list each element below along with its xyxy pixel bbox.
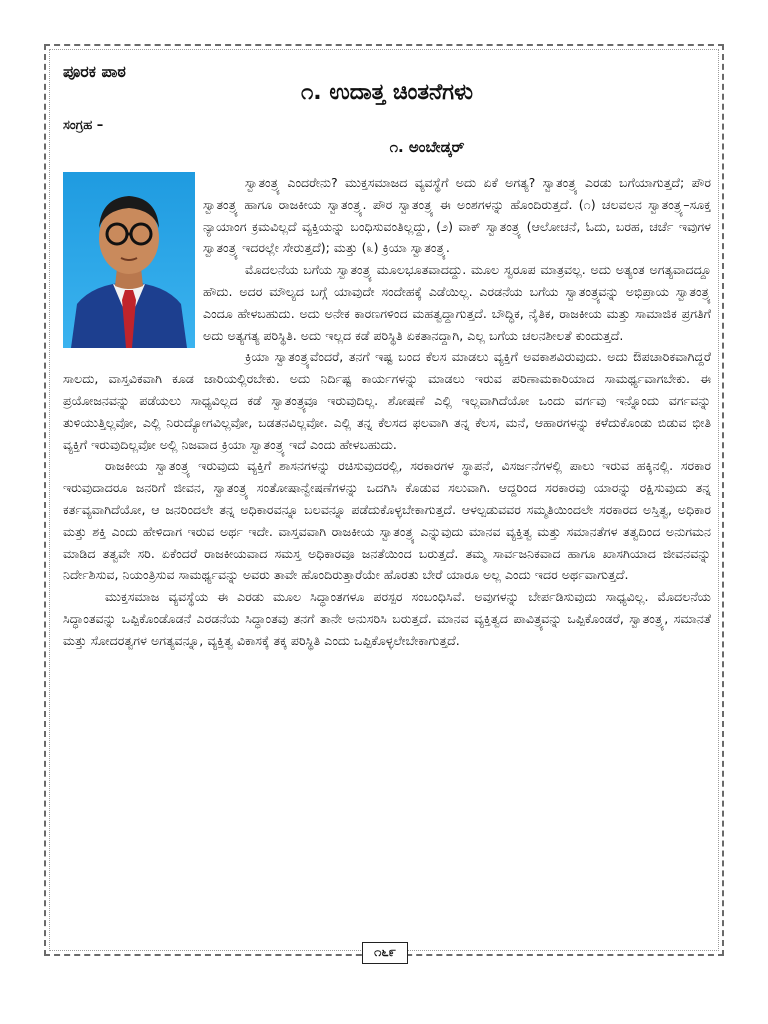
compiled-label: ಸಂಗ್ರಹ – bbox=[63, 118, 104, 133]
paragraph: ಕ್ರಿಯಾ ಸ್ವಾತಂತ್ರ್ಯವೆಂದರೆ, ತನಗೆ ಇಷ್ಟ ಬಂದ ಕೆಲಸ ಮಾಡಲು ವ್ಯಕ್ತಿಗೆ ಅವಕಾಶವಿರುವುದು. ಅದು ಔಪಚಾರಿಕವಾಗಿದ್ದರೆ ಸಾಲದು, ವಾಸ್ತವಿಕವಾಗಿ ಕೂಡ ಜಾರಿಯಲ್ಲಿರಬೇಕು. ಅದು ನಿರ್ದಿಷ್ಟ ಕಾರ್ಯಗಳನ್ನು ಮಾಡಲು ಇರುವ ಪರಿಣಾಮಕಾರಿಯಾದ ಸಾಮರ್ಥ್ಯವಾಗಬೇಕು. ಈ ಪ್ರಯೋಜನವನ್ನು ಪಡೆಯಲು ಸಾಧ್ಯವಿಲ್ಲದ ಕಡೆ ಸ್ವಾತಂತ್ರ್ಯವೂ ಇರುವುದಿಲ್ಲ. ಶೋಷಣೆ ಎಲ್ಲಿ ಇಲ್ಲವಾಗಿದೆಯೋ ಒಂದು ವರ್ಗವು ಇನ್ನೊಂದು ವರ್ಗವನ್ನು ತುಳಿಯುತ್ತಿಲ್ಲವೋ, ಎಲ್ಲಿ ನಿರುದ್ಯೋಗವಿಲ್ಲವೋ, ಬಡತನವಿಲ್ಲವೋ. ಎಲ್ಲಿ ತನ್ನ ಕೆಲಸದ ಫಲವಾಗಿ ತನ್ನ ಕೆಲಸ, ಮನೆ, ಆಹಾರಗಳನ್ನು ಕಳೆದುಕೊಂಡು ಬಿಡುವ ಭೀತಿ ವ್ಯಕ್ತಿಗೆ ಇರುವುದಿಲ್ಲವೋ ಅಲ್ಲಿ ನಿಜವಾದ ಕ್ರಿಯಾ ಸ್ವಾತಂತ್ರ್ಯ ಇದೆ ಎಂದು ಹೇಳಬಹುದು. bbox=[63, 349, 711, 452]
chapter-subtitle: ೧. ಅಂಬೇಡ್ಕರ್ bbox=[389, 138, 465, 156]
portrait-float bbox=[63, 172, 203, 350]
paragraph: ಮೊದಲನೆಯ ಬಗೆಯ ಸ್ವಾತಂತ್ರ್ಯ ಮೂಲಭೂತವಾದದ್ದು. ಮೂಲ ಸ್ವರೂಪ ಮಾತ್ರವಲ್ಲ. ಅದು ಅತ್ಯಂತ ಅಗತ್ಯವಾದದ್ದೂ ಹೌದು. ಅದರ ಮೌಲ್ಯದ ಬಗ್ಗೆ ಯಾವುದೇ ಸಂದೇಹಕ್ಕೆ ಎಡೆಯಿಲ್ಲ. ಎರಡನೆಯ ಬಗೆಯ ಸ್ವಾತಂತ್ರ್ಯವನ್ನು ಅಭಿಪ್ರಾಯ ಸ್ವಾತಂತ್ರ್ಯ ಎಂದೂ ಹೇಳಬಹುದು. ಅದು ಅನೇಕ ಕಾರಣಗಳಿಂದ ಮಹತ್ವದ್ದಾಗುತ್ತದೆ. ಬೌದ್ಧಿಕ, ನೈತಿಕ, ರಾಜಕೀಯ ಮತ್ತು ಸಾಮಾಜಿಕ ಪ್ರಗತಿಗೆ ಅದು ಅತ್ಯಗತ್ಯ ಪರಿಸ್ಥಿತಿ. ಅದು ಇಲ್ಲದ ಕಡೆ ಪರಿಸ್ಥಿತಿ ಏಕತಾನದ್ದಾಗಿ, ಎಲ್ಲ ಬಗೆಯ ಚಲನಶೀಲತೆ ಕುಂದುತ್ತದೆ. bbox=[203, 262, 711, 343]
paragraph: ಮುಕ್ತಸಮಾಜ ವ್ಯವಸ್ಥೆಯ ಈ ಎರಡು ಮೂಲ ಸಿದ್ಧಾಂತಗಳೂ ಪರಸ್ಪರ ಸಂಬಂಧಿಸಿವೆ. ಅವುಗಳನ್ನು ಬೇರ್ಪಡಿಸುವುದು ಸಾಧ್ಯವಿಲ್ಲ. ಮೊದಲನೆಯ ಸಿದ್ಧಾಂತವನ್ನು ಒಪ್ಪಿಕೊಂಡೊಡನೆ ಎರಡನೆಯ ಸಿದ್ಧಾಂತವು ತನಗೆ ತಾನೇ ಅನುಸರಿಸಿ ಬರುತ್ತದೆ. ಮಾನವ ವ್ಯಕ್ತಿತ್ವದ ಪಾವಿತ್ರ್ಯವನ್ನು ಒಪ್ಪಿಕೊಂಡರೆ, ಸ್ವಾತಂತ್ರ್ಯ, ಸಮಾನತೆ ಮತ್ತು ಸೋದರತ್ವಗಳ ಅಗತ್ಯವನ್ನೂ, ವ್ಯಕ್ತಿತ್ವ ವಿಕಾಸಕ್ಕೆ ತಕ್ಕ ಪರಿಸ್ಥಿತಿ ಎಂದು ಒಪ್ಪಿಕೊಳ್ಳಲೇಬೇಕಾಗುತ್ತದೆ. bbox=[63, 589, 711, 648]
page-title: ೧. ಉದಾತ್ತ ಚಿಂತನೆಗಳು bbox=[300, 80, 474, 105]
section-label: ಪೂರಕ ಪಾಠ bbox=[63, 62, 126, 81]
portrait-illustration bbox=[63, 172, 195, 348]
paragraph: ರಾಜಕೀಯ ಸ್ವಾತಂತ್ರ್ಯ ಇರುವುದು ವ್ಯಕ್ತಿಗೆ ಶಾಸನಗಳನ್ನು ರಚಿಸುವುದರಲ್ಲಿ, ಸರಕಾರಗಳ ಸ್ಥಾಪನೆ, ವಿಸರ್ಜನೆಗಳಲ್ಲಿ ಪಾಲು ಇರುವ ಹಕ್ಕಿನಲ್ಲಿ. ಸರಕಾರ ಇರುವುದಾದರೂ ಜನರಿಗೆ ಜೀವನ, ಸ್ವಾತಂತ್ರ್ಯ ಸಂತೋಷಾನ್ವೇಷಣೆಗಳನ್ನು ಒದಗಿಸಿ ಕೊಡುವ ಸಲುವಾಗಿ. ಆದ್ದರಿಂದ ಸರಕಾರವು ಯಾರನ್ನು ರಕ್ಷಿಸುವುದು ತನ್ನ ಕರ್ತವ್ಯವಾಗಿದೆಯೋ, ಆ ಜನರಿಂದಲೇ ತನ್ನ ಅಧಿಕಾರವನ್ನೂ ಬಲವನ್ನೂ ಪಡೆದುಕೊಳ್ಳಬೇಕಾಗುತ್ತದೆ. ಆಳಲ್ಪಡುವವರ ಸಮ್ಮತಿಯಿಂದಲೇ ಸರಕಾರದ ಅಸ್ತಿತ್ವ, ಅಧಿಕಾರ ಮತ್ತು ಶಕ್ತಿ ಎಂದು ಹೇಳಿದಾಗ ಇರುವ ಅರ್ಥ ಇದೇ. ವಾಸ್ತವವಾಗಿ ರಾಜಕೀಯ ಸ್ವಾತಂತ್ರ್ಯ ಎನ್ನುವುದು ಮಾನವ ವ್ಯಕ್ತಿತ್ವ ಮತ್ತು ಸಮಾನತೆಗಳ ತತ್ವದಿಂದ ಅನುಗಮನ ಮಾಡಿದ ತತ್ವವೇ ಸರಿ. ಏಕೆಂದರೆ ರಾಜಕೀಯವಾದ ಸಮಸ್ತ ಅಧಿಕಾರವೂ ಜನತೆಯಿಂದ ಬರುತ್ತದೆ. ತಮ್ಮ ಸಾರ್ವಜನಿಕವಾದ ಹಾಗೂ ಖಾಸಗಿಯಾದ ಜೀವನವನ್ನು ನಿರ್ದೇಶಿಸುವ, ನಿಯಂತ್ರಿಸುವ ಸಾಮರ್ಥ್ಯವನ್ನು ಅವರು ತಾವೇ ಹೊಂದಿರುತ್ತಾರೆಯೇ ಹೊರತು ಬೇರೆ ಯಾರೂ ಅಲ್ಲ ಎಂದು ಇದರ ಅರ್ಥವಾಗುತ್ತದೆ. bbox=[63, 458, 711, 583]
paragraph: ಸ್ವಾತಂತ್ರ್ಯ ಎಂದರೇನು? ಮುಕ್ತಸಮಾಜದ ವ್ಯವಸ್ಥೆಗೆ ಅದು ಏಕೆ ಅಗತ್ಯ? ಸ್ವಾತಂತ್ರ್ಯ ಎರಡು ಬಗೆಯಾಗುತ್ತದೆ; ಪೌರ ಸ್ವಾತಂತ್ರ್ಯ ಹಾಗೂ ರಾಜಕೀಯ ಸ್ವಾತಂತ್ರ್ಯ. ಪೌರ ಸ್ವಾತಂತ್ರ್ಯ ಈ ಅಂಶಗಳನ್ನು ಹೊಂದಿರುತ್ತದೆ. (೧) ಚಲವಲನ ಸ್ವಾತಂತ್ರ್ಯ–ಸೂಕ್ತ ನ್ಯಾಯಾಂಗ ಕ್ರಮವಿಲ್ಲದೆ ವ್ಯಕ್ತಿಯನ್ನು ಬಂಧಿಸುವಂತಿಲ್ಲದ್ದು, (೨) ವಾಕ್ ಸ್ವಾತಂತ್ರ್ಯ (ಆಲೋಚನೆ, ಓದು, ಬರಹ, ಚರ್ಚೆ ಇವುಗಳ ಸ್ವಾತಂತ್ರ್ಯ ಇದರಲ್ಲೇ ಸೇರುತ್ತದೆ); ಮತ್ತು (೩) ಕ್ರಿಯಾ ಸ್ವಾತಂತ್ರ್ಯ. bbox=[203, 175, 711, 256]
page-number: ೧೬೯ bbox=[362, 942, 408, 964]
portrait-image bbox=[63, 172, 195, 348]
article-body bbox=[63, 172, 711, 652]
